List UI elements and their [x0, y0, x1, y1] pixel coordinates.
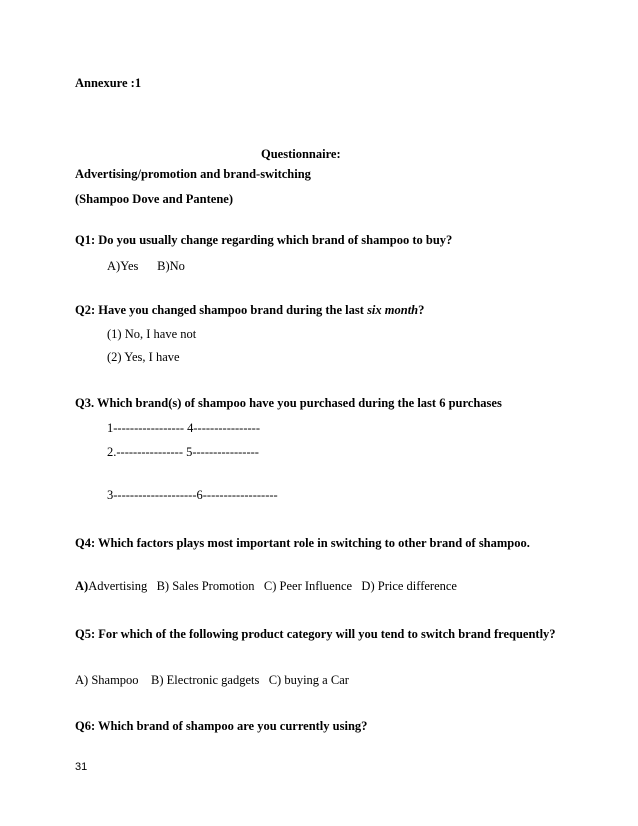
- question-4-options: [75, 580, 457, 593]
- question-2-option-2: (2) Yes, I have: [107, 350, 180, 364]
- question-3-blank-row-1: 1----------------- 4----------------: [107, 421, 260, 435]
- question-2: [75, 304, 424, 317]
- question-3-blank-row-2: 2.---------------- 5----------------: [107, 445, 259, 459]
- question-2-option-1: (1) No, I have not: [107, 327, 197, 341]
- question-2-text: Q2: Have you changed shampoo brand during the last: [75, 303, 368, 317]
- question-4-options-prefix: A): [75, 579, 89, 593]
- document-subtitle-brands: (Shampoo Dove and Pantene): [75, 192, 233, 206]
- question-6: Q6: Which brand of shampoo are you currently using?: [75, 719, 368, 733]
- question-5-options: A) Shampoo B) Electronic gadgets C) buying a Car: [75, 673, 349, 687]
- question-2-italic-text: six month: [367, 303, 419, 317]
- question-4: Q4: Which factors plays most important role in switching to other brand of shampoo.: [75, 536, 530, 550]
- question-2-suffix: ?: [418, 303, 425, 317]
- question-3-blank-row-3: 3--------------------6------------------: [107, 488, 278, 502]
- question-5: Q5: For which of the following product category will you tend to switch brand frequently?: [75, 627, 556, 641]
- questionnaire-heading: Questionnaire:: [261, 147, 341, 161]
- question-1: Q1: Do you usually change regarding which brand of shampoo to buy?: [75, 233, 453, 247]
- question-4-options-list: Advertising B) Sales Promotion C) Peer Influence D) Price difference: [88, 579, 457, 593]
- question-1-options: A)Yes B)No: [107, 259, 185, 273]
- question-3: Q3. Which brand(s) of shampoo have you purchased during the last 6 purchases: [75, 396, 502, 410]
- document-subtitle: Advertising/promotion and brand-switching: [75, 167, 311, 181]
- annexure-label: Annexure :1: [75, 76, 142, 90]
- page-number: 31: [75, 761, 88, 773]
